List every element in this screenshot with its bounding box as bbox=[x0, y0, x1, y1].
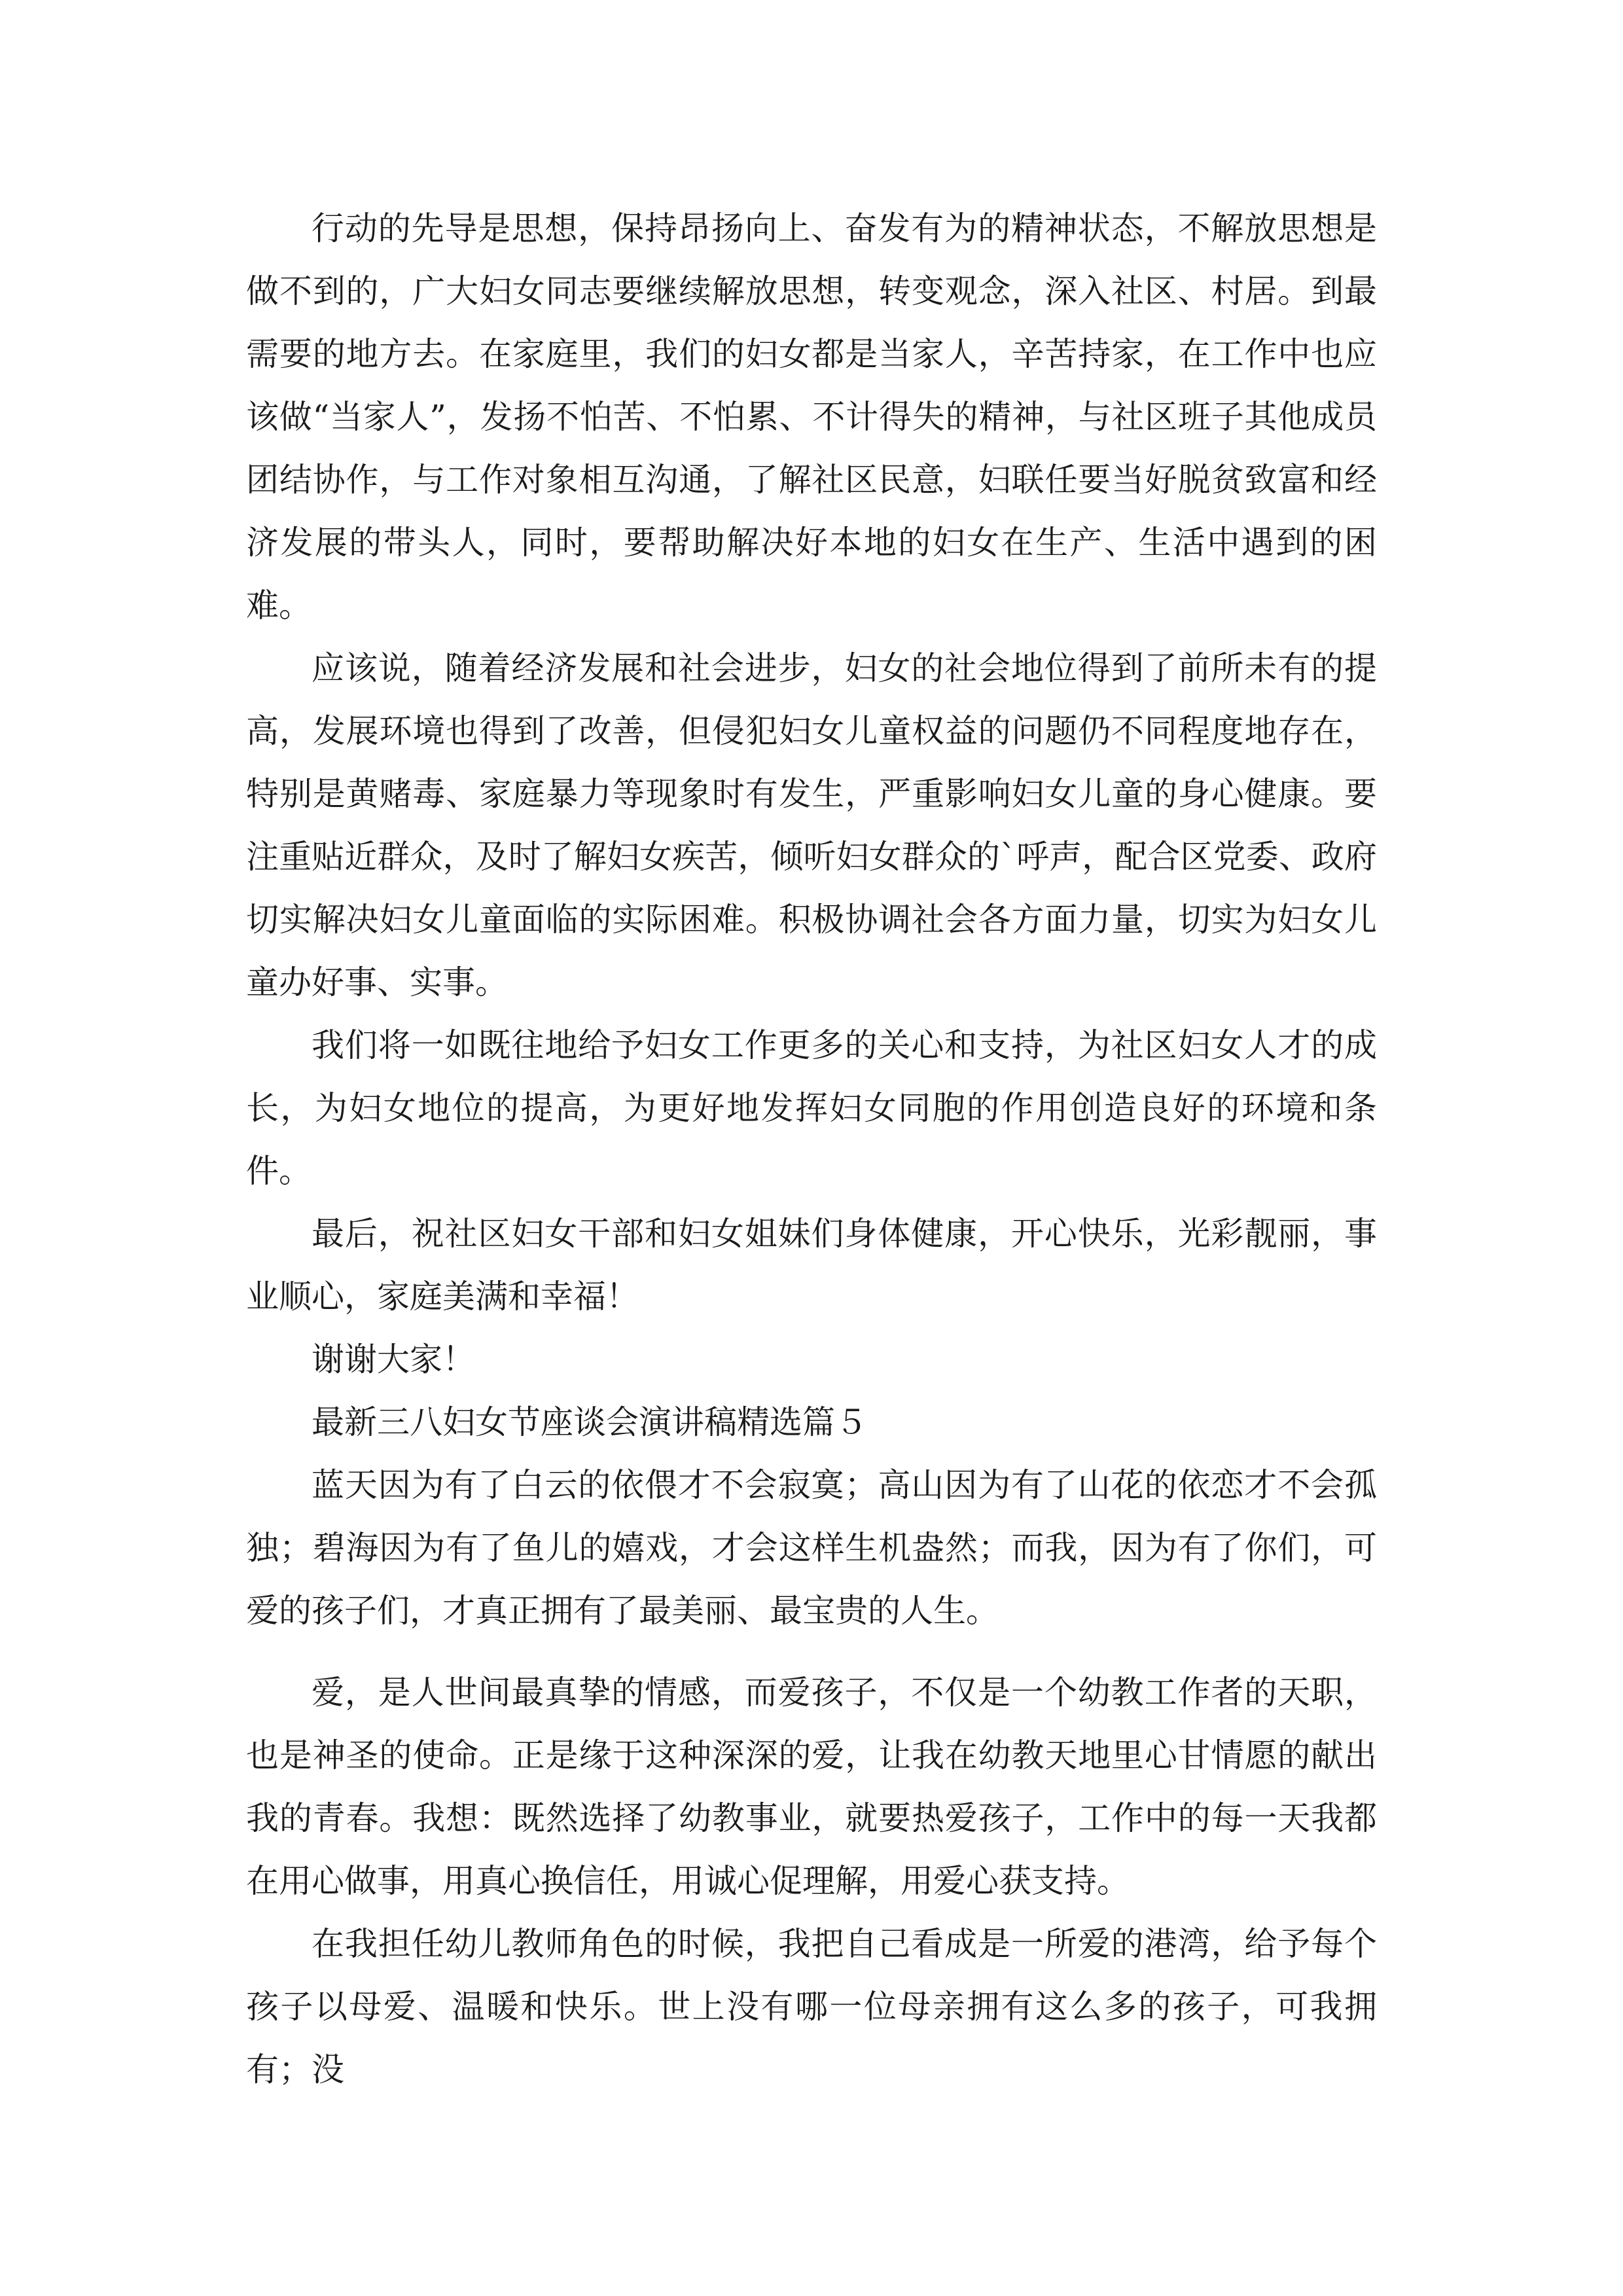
text-block-bottom bbox=[246, 1661, 1377, 2101]
paragraph: 爱，是人世间最真挚的情感，而爱孩子，不仅是一个幼教工作者的天职，也是神圣的使命。正是缘于这种深深的爱，让我在幼教天地里心甘情愿的献出我的青春。我想：既然选择了幼教事业，就要热爱孩子，工作中的每一天我都在用心做事，用真心换信任，用诚心促理解，用爱心获支持。 bbox=[246, 1674, 1377, 1900]
paragraph: 谢谢大家！ bbox=[312, 1340, 475, 1378]
paragraph: 在我担任幼儿教师角色的时候，我把自己看成是一所爱的港湾，给予每个孩子以母爱、温暖和快乐。世上没有哪一位母亲拥有这么多的孩子，可我拥有；没 bbox=[246, 1925, 1377, 2089]
paragraph: 行动的先导是思想，保持昂扬向上、奋发有为的精神状态，不解放思想是做不到的，广大妇女同志要继续解放思想，转变观念，深入社区、村居。到最需要的地方去。在家庭里，我们的妇女都是当家人，辛苦持家，在工作中也应该做“当家人”，发扬不怕苦、不怕累、不计得失的精神，与社区班子其他成员团结协作，与工作对象相互沟通，了解社区民意，妇联任要当好脱贫致富和经济发展的带头人，同时，要帮助解决好本地的妇女在生产、生活中遇到的困难。 bbox=[246, 209, 1377, 624]
paragraph: 我们将一如既往地给予妇女工作更多的关心和支持，为社区妇女人才的成长，为妇女地位的提高，为更好地发挥妇女同胞的作用创造良好的环境和条件。 bbox=[246, 1026, 1377, 1190]
section-heading: 最新三八妇女节座谈会演讲稿精选篇５ bbox=[312, 1403, 868, 1441]
paragraph: 蓝天因为有了白云的依偎才不会寂寞；高山因为有了山花的依恋才不会孤独；碧海因为有了鱼儿的嬉戏，才会这样生机盎然；而我，因为有了你们，可爱的孩子们，才真正拥有了最美丽、最宝贵的人生。 bbox=[246, 1466, 1377, 1630]
text-block-top bbox=[246, 197, 1377, 1642]
paragraph: 最后，祝社区妇女干部和妇女姐妹们身体健康，开心快乐，光彩靓丽，事业顺心，家庭美满和幸福！ bbox=[246, 1215, 1377, 1316]
paragraph: 应该说，随着经济发展和社会进步，妇女的社会地位得到了前所未有的提高，发展环境也得到了改善，但侵犯妇女儿童权益的问题仍不同程度地存在，特别是黄赌毒、家庭暴力等现象时有发生，严重影响妇女儿童的身心健康。要注重贴近群众，及时了解妇女疾苦，倾听妇女群众的`呼声，配合区党委、政府切实解决妇女儿童面临的实际困难。积极协调社会各方面力量，切实为妇女儿童办好事、实事。 bbox=[246, 649, 1377, 1001]
